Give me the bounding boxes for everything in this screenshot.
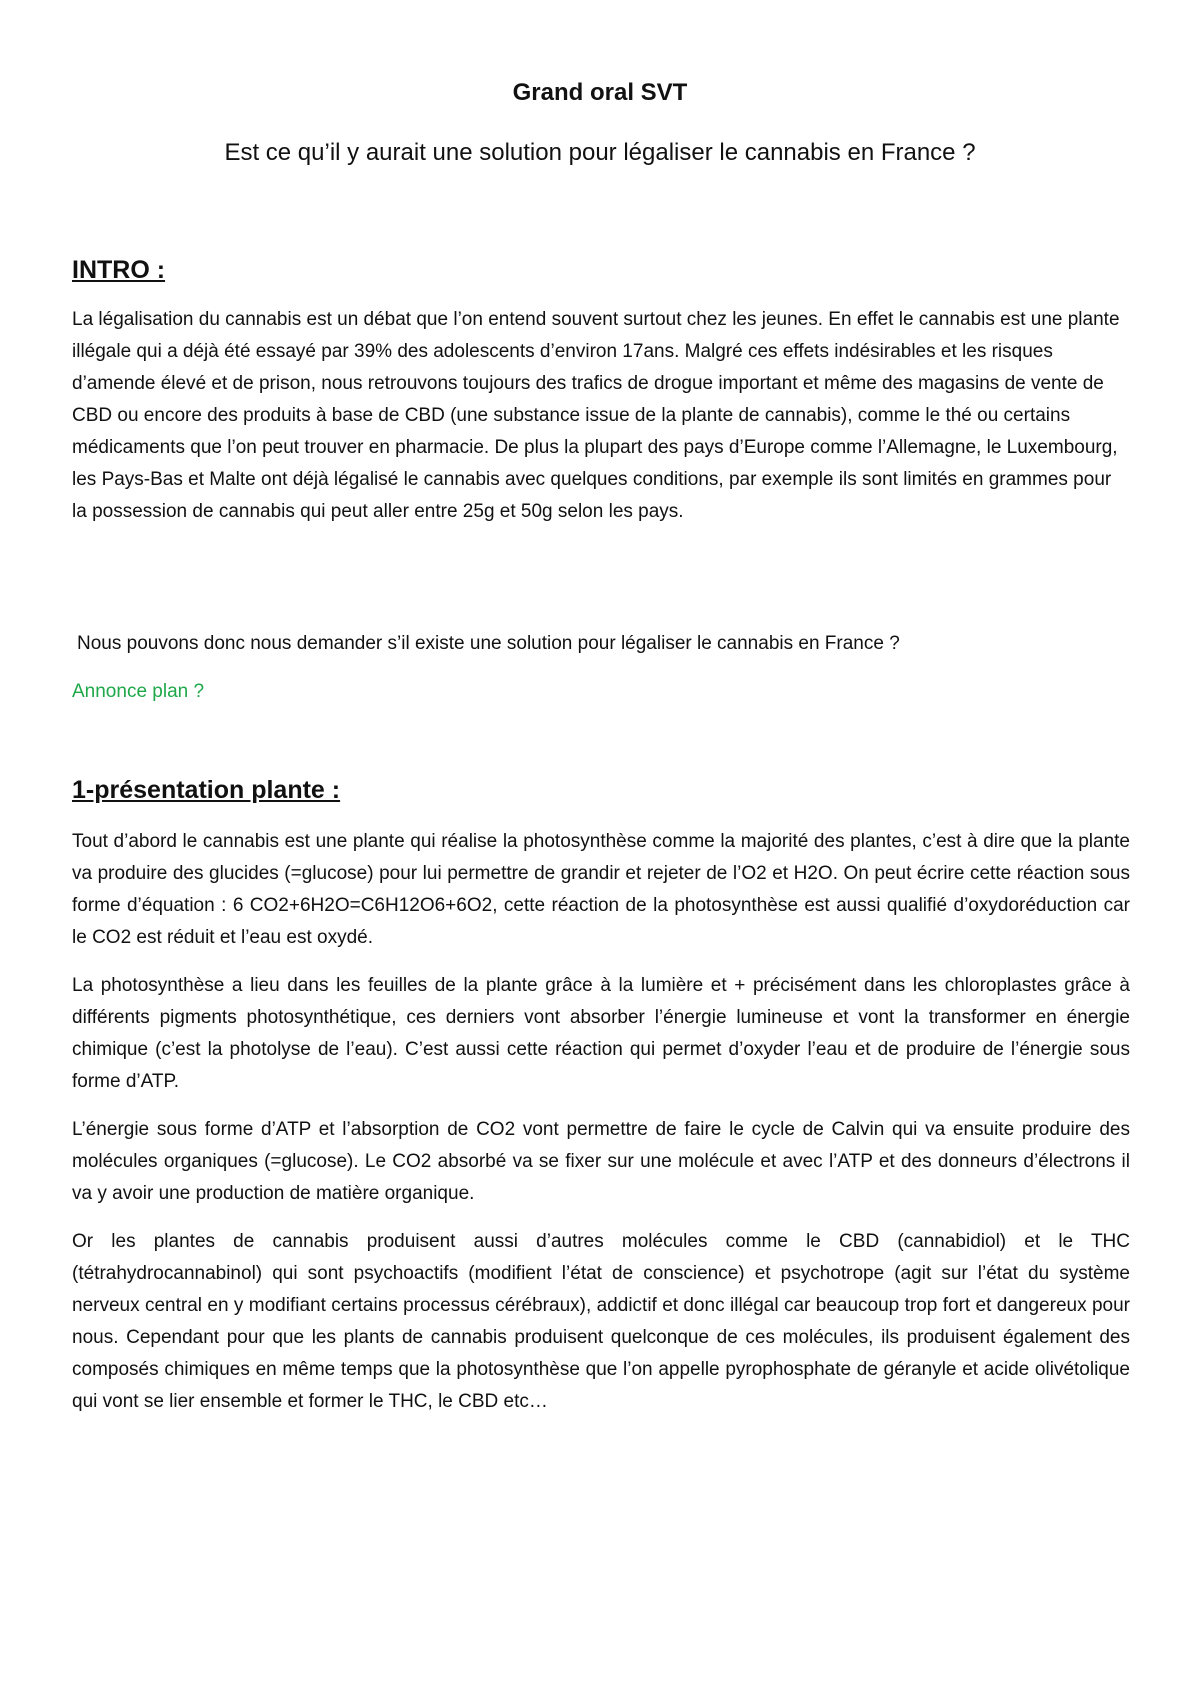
intro-paragraph: La légalisation du cannabis est un débat que l’on entend souvent surtout chez les jeunes. En effet le cannabis est une plante illégale qui a déjà été essayé par 39% des adolescents d’environ 17ans. Malgré ces effets indésirables et les risques d’amende élevé et de prison, nous retrouvons toujours des trafics de drogue important et même des magasins de vente de CBD ou encore des produits à base de CBD (une substance issue de la plante de cannabis), comme le thé ou certains médicaments que l’on peut trouver en pharmacie. De plus la plupart des pays d’Europe comme l’Allemagne, le Luxembourg, les Pays-Bas et Malte ont déjà légalisé le cannabis avec quelques conditions, par exemple ils sont limités en grammes pour la possession de cannabis qui peut aller entre 25g et 50g selon les pays. [72,309,1120,522]
section1-paragraph-3: L’énergie sous forme d’ATP et l’absorption de CO2 vont permettre de faire le cycle de Calvin qui va ensuite produire des molécules organiques (=glucose). Le CO2 absorbé va se fixer sur une molécule et avec l’ATP et des donneurs d’électrons il va y avoir une production de matière organique. [72,1119,1130,1204]
section1-heading: 1-présentation plante : [72,776,341,804]
intro-heading: INTRO : [72,256,166,284]
plan-note: Annonce plan ? [72,681,205,702]
section1-paragraph-4: Or les plantes de cannabis produisent aussi d’autres molécules comme le CBD (cannabidiol) et le THC (tétrahydrocannabinol) qui sont psychoactifs (modifient l’état de conscience) et psychotrope (agit sur l’état du système nerveux central en y modifiant certains processus cérébraux), addictif et donc illégal car beaucoup trop fort et dangereux pour nous. Cependant pour que les plants de cannabis produisent quelconque de ces molécules, ils produisent également des composés chimiques en même temps que la photosynthèse que l’on appelle pyrophosphate de géranyle et acide olivétolique qui vont se lier ensemble et former le THC, le CBD etc… [72,1231,1130,1412]
section1-paragraph-1: Tout d’abord le cannabis est une plante qui réalise la photosynthèse comme la majorité des plantes, c’est à dire que la plante va produire des glucides (=glucose) pour lui permettre de grandir et rejeter de l’O2 et H2O. On peut écrire cette réaction sous forme d’équation : 6 CO2+6H2O=C6H12O6+6O2, cette réaction de la photosynthèse est aussi qualifié d’oxydoréduction car le CO2 est réduit et l’eau est oxydé. [72,831,1130,948]
document-subtitle: Est ce qu’il y aurait une solution pour légaliser le cannabis en France ? [224,139,976,166]
problem-question: Nous pouvons donc nous demander s’il existe une solution pour légaliser le cannabis en France ? [77,633,900,654]
section1-paragraph-2: La photosynthèse a lieu dans les feuilles de la plante grâce à la lumière et + précisément dans les chloroplastes grâce à différents pigments photosynthétique, ces derniers vont absorber l’énergie lumineuse et vont la transformer en énergie chimique (c’est la photolyse de l’eau). C’est aussi cette réaction qui permet d’oxyder l’eau et de produire de l’énergie sous forme d’ATP. [72,975,1130,1092]
document-title: Grand oral SVT [512,79,688,106]
